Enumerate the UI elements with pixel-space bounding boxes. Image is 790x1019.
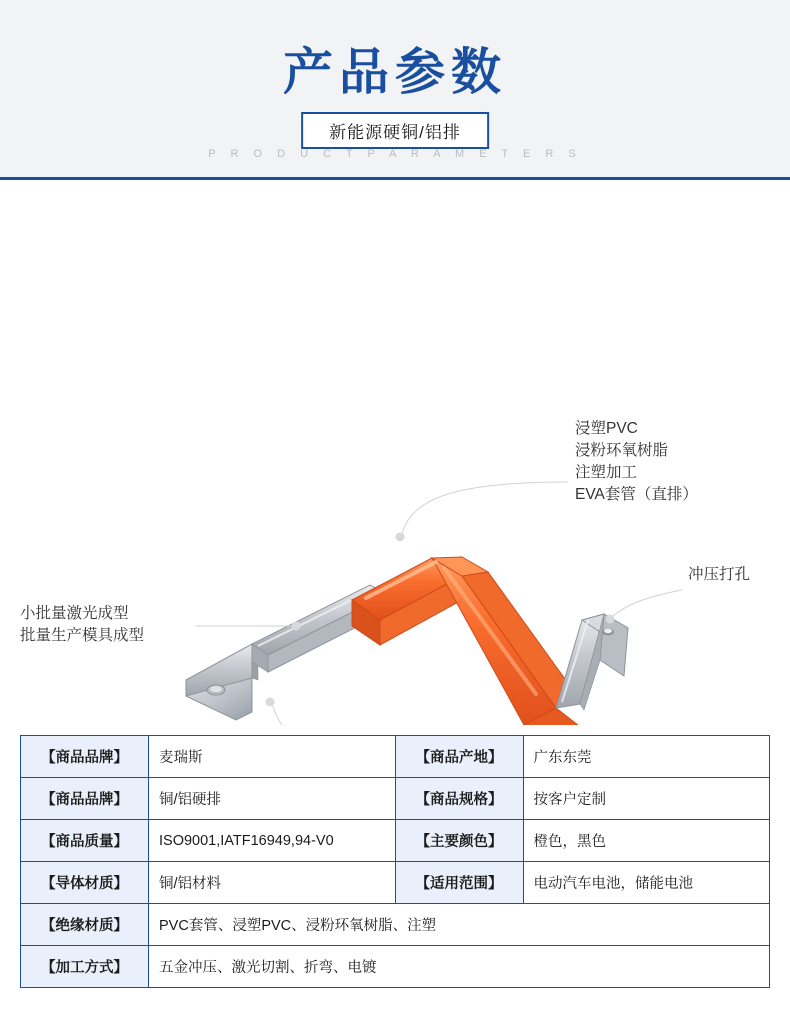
table-row	[21, 820, 770, 862]
spec-key: 【绝缘材质】	[21, 904, 149, 946]
spec-value: 按客户定制	[523, 778, 770, 820]
spec-value: 广东东莞	[523, 736, 770, 778]
spec-value: 麦瑞斯	[149, 736, 396, 778]
callout-coating-line-4: EVA套管（直排）	[575, 486, 698, 503]
left-metal-terminal	[186, 644, 258, 720]
spec-key: 【主要颜色】	[395, 820, 523, 862]
spec-value: ISO9001,IATF16949,94-V0	[149, 820, 396, 862]
callout-stamping-line-1: 冲压打孔	[688, 566, 751, 583]
spec-key: 【导体材质】	[21, 862, 149, 904]
spec-key: 【商品质量】	[21, 820, 149, 862]
spec-key: 【商品产地】	[395, 736, 523, 778]
right-metal-terminal	[556, 614, 628, 710]
callout-forming-line-1: 小批量激光成型	[20, 605, 129, 622]
spec-table	[20, 735, 770, 988]
spec-key: 【商品品牌】	[21, 736, 149, 778]
callout-forming-line-2: 批量生产模具成型	[20, 627, 145, 644]
spec-value: 铜/铝材料	[149, 862, 396, 904]
spec-key: 【商品品牌】	[21, 778, 149, 820]
product-illustration	[0, 180, 790, 725]
callout-coating-line-2: 浸粉环氧树脂	[575, 442, 669, 459]
callout-stamping-punching	[688, 564, 750, 586]
table-row	[21, 736, 770, 778]
callout-coating-process	[575, 418, 698, 506]
callout-coating-line-3: 注塑加工	[575, 464, 638, 481]
spec-key: 【加工方式】	[21, 946, 149, 988]
page-header	[0, 0, 790, 180]
spec-value: 五金冲压、激光切割、折弯、电镀	[149, 946, 770, 988]
table-row	[21, 946, 770, 988]
spec-key: 【商品规格】	[395, 778, 523, 820]
spec-table-wrapper	[20, 735, 770, 988]
spec-value: PVC套管、浸塑PVC、浸粉环氧树脂、注塑	[149, 904, 770, 946]
spec-value: 铜/铝硬排	[149, 778, 396, 820]
page-subtitle: 新能源硬铜/铝排	[301, 112, 489, 149]
page-title: 产品参数	[283, 43, 507, 101]
spec-key: 【适用范围】	[395, 862, 523, 904]
table-row	[21, 778, 770, 820]
callout-forming-method	[20, 603, 144, 647]
page-subtitle-english: P R O D U C T P A R A M E T E R S	[208, 148, 582, 160]
spec-value: 橙色，黑色	[523, 820, 770, 862]
spec-value: 电动汽车电池，储能电池	[523, 862, 770, 904]
table-row	[21, 862, 770, 904]
table-row	[21, 904, 770, 946]
orange-insulation-jacket	[352, 557, 592, 725]
callout-coating-line-1: 浸塑PVC	[575, 420, 638, 437]
